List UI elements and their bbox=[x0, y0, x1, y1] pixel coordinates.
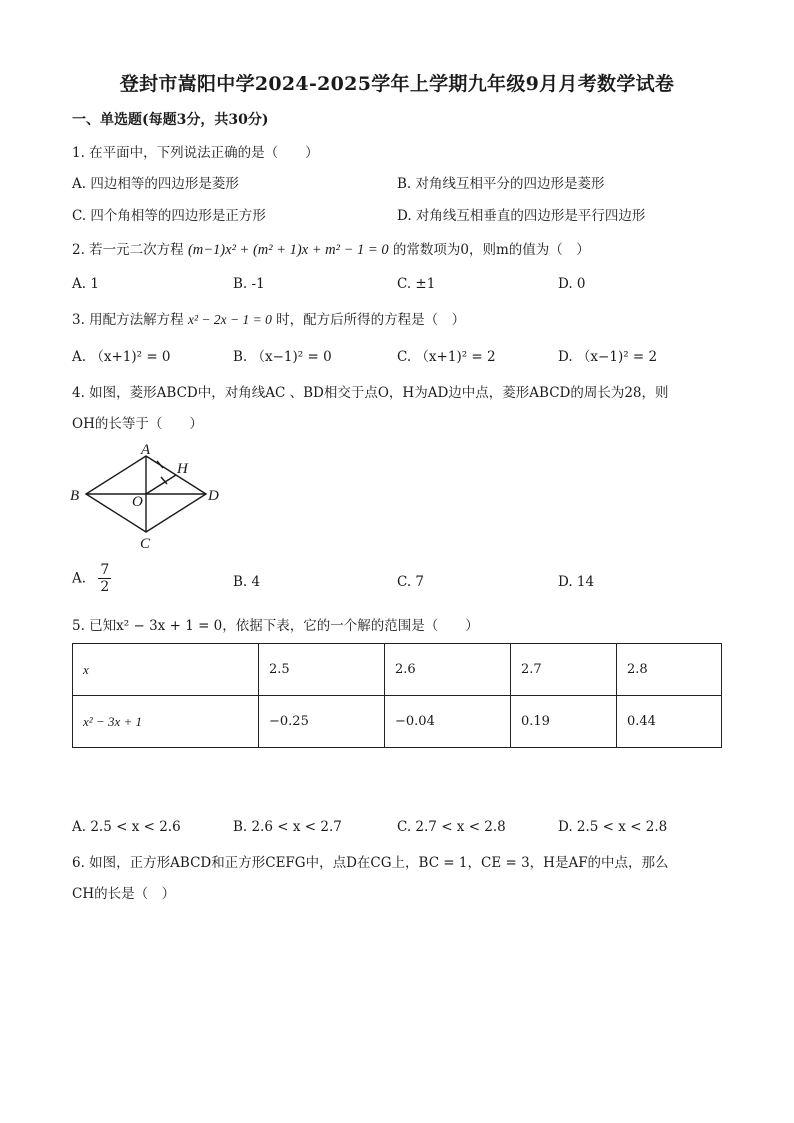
question-1-option-a: A. 四边相等的四边形是菱形 bbox=[72, 176, 239, 192]
table-row bbox=[73, 696, 722, 748]
page-title: 登封市嵩阳中学2024-2025学年上学期九年级9月月考数学试卷 bbox=[119, 73, 675, 95]
question-3-option-a: A. （x+1)² = 0 bbox=[72, 349, 171, 365]
question-4-option-a bbox=[72, 562, 111, 595]
tick-mark-1 bbox=[157, 461, 163, 468]
vertex-label-a: A bbox=[141, 442, 151, 458]
table-cell: 2.6 bbox=[385, 644, 511, 696]
vertex-label-b: B bbox=[70, 488, 80, 504]
question-3-option-b: B. （x−1)² = 0 bbox=[233, 349, 332, 365]
section-header: 一、单选题(每题3分，共30分) bbox=[72, 112, 269, 128]
question-1-option-d: D. 对角线互相垂直的四边形是平行四边形 bbox=[397, 208, 646, 224]
question-4-option-a-label: A. bbox=[72, 570, 87, 587]
question-1-option-b: B. 对角线互相平分的四边形是菱形 bbox=[397, 176, 605, 192]
value-table bbox=[72, 643, 722, 748]
question-5-option-a: A. 2.5 < x < 2.6 bbox=[72, 819, 181, 835]
question-3-stem bbox=[72, 308, 465, 328]
table-cell: 2.5 bbox=[259, 644, 385, 696]
fraction-numerator: 7 bbox=[100, 562, 110, 578]
question-5-option-d: D. 2.5 < x < 2.8 bbox=[558, 819, 668, 835]
table-cell: 0.19 bbox=[511, 696, 617, 748]
table-cell: 2.7 bbox=[511, 644, 617, 696]
table-cell: 2.8 bbox=[617, 644, 722, 696]
question-5-option-c: C. 2.7 < x < 2.8 bbox=[397, 819, 506, 835]
question-2-prefix: 2. 若一元二次方程 bbox=[72, 242, 184, 258]
table-cell: −0.04 bbox=[385, 696, 511, 748]
vertex-label-d: D bbox=[208, 488, 219, 504]
question-2-suffix: 的常数项为0，则m的值为（ ） bbox=[392, 242, 590, 258]
point-label-h: H bbox=[177, 461, 188, 477]
table-cell: 0.44 bbox=[617, 696, 722, 748]
question-5-stem: 5. 已知x² − 3x + 1 = 0，依据下表，它的一个解的范围是（ ） bbox=[72, 618, 479, 634]
question-3-suffix: 时，配方后所得的方程是（ ） bbox=[276, 312, 466, 328]
vertex-label-c: C bbox=[140, 536, 151, 552]
question-2-equation: (m−1)x² + (m² + 1)x + m² − 1 = 0 bbox=[187, 242, 389, 258]
question-2-option-a: A. 1 bbox=[72, 276, 99, 292]
rhombus-diagram bbox=[66, 438, 236, 556]
question-4-option-b: B. 4 bbox=[233, 574, 261, 590]
question-3-option-d: D. （x−1)² = 2 bbox=[558, 349, 658, 365]
question-3-equation: x² − 2x − 1 = 0 bbox=[187, 312, 272, 327]
question-2-option-c: C. ±1 bbox=[397, 276, 436, 292]
question-4-stem-line2: OH的长等于（ ） bbox=[72, 416, 203, 432]
question-5-option-b: B. 2.6 < x < 2.7 bbox=[233, 819, 342, 835]
question-6-stem-line1: 6. 如图，正方形ABCD和正方形CEFG中，点D在CG上，BC = 1，CE = 3，H是AF的中点，那么 bbox=[72, 855, 669, 871]
table-cell: −0.25 bbox=[259, 696, 385, 748]
question-2-option-b: B. -1 bbox=[233, 276, 265, 292]
question-1-stem: 1. 在平面中，下列说法正确的是（ ） bbox=[72, 145, 319, 161]
fraction-denominator: 2 bbox=[100, 579, 110, 595]
point-label-o: O bbox=[132, 494, 143, 510]
question-4-option-c: C. 7 bbox=[397, 574, 425, 590]
question-6-stem-line2: CH的长是（ ） bbox=[72, 886, 176, 902]
question-3-option-c: C. （x+1)² = 2 bbox=[397, 349, 496, 365]
table-row bbox=[73, 644, 722, 696]
question-4-option-d: D. 14 bbox=[558, 574, 595, 590]
question-4-option-a-fraction bbox=[98, 562, 111, 595]
question-4-stem-line1: 4. 如图，菱形ABCD中，对角线AC 、BD相交于点O，H为AD边中点，菱形ABCD的周长为28，则 bbox=[72, 385, 669, 401]
question-2-option-d: D. 0 bbox=[558, 276, 586, 292]
question-2-stem bbox=[72, 238, 590, 259]
question-3-prefix: 3. 用配方法解方程 bbox=[72, 312, 184, 328]
table-cell: x bbox=[73, 644, 259, 696]
table-cell: x² − 3x + 1 bbox=[73, 696, 259, 748]
question-1-option-c: C. 四个角相等的四边形是正方形 bbox=[72, 208, 266, 224]
